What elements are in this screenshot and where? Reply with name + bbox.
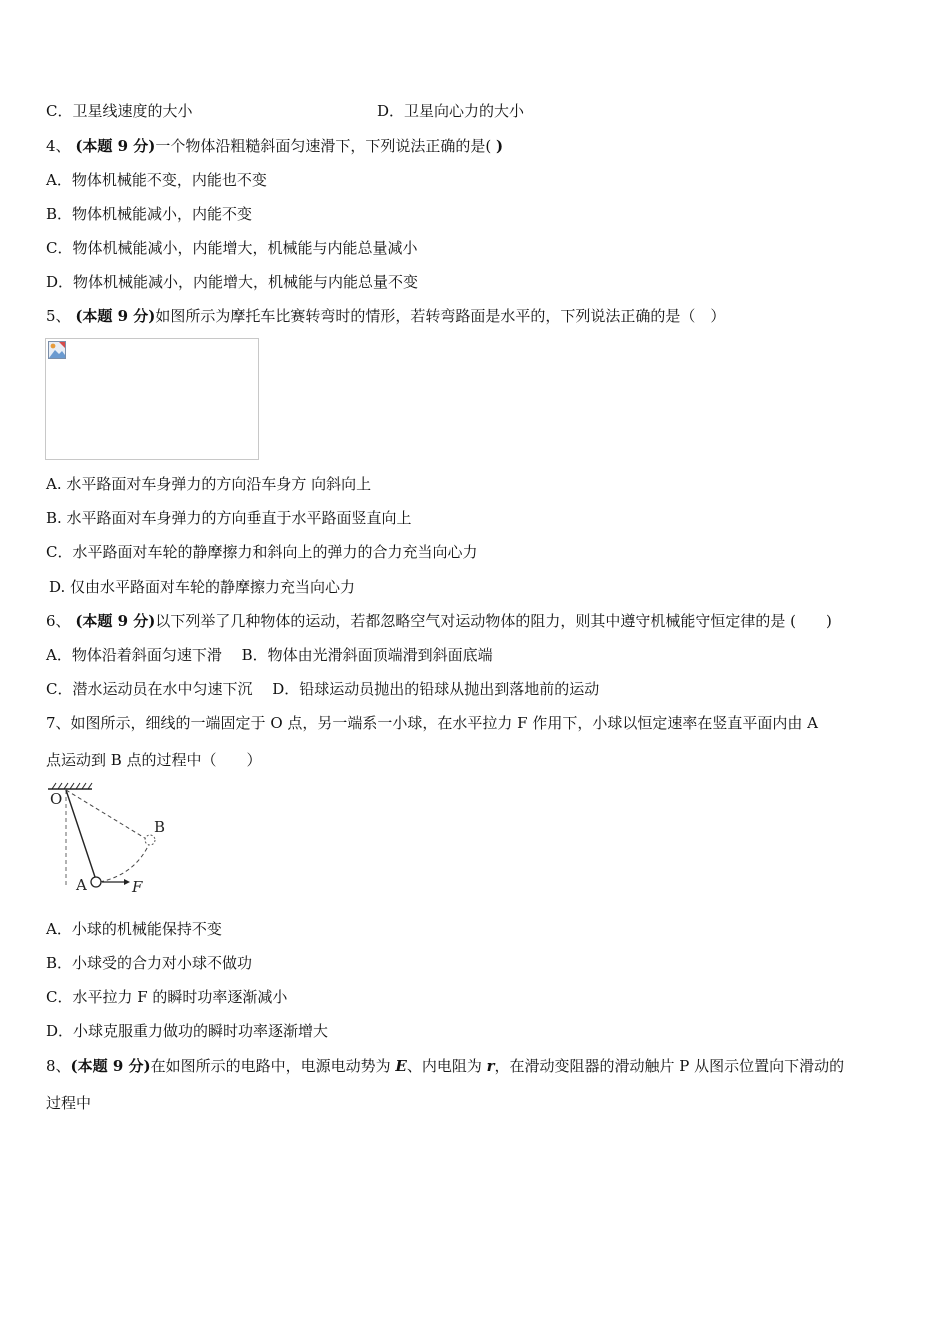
q4-option-b: B．物体机械能减小，内能不变 <box>46 205 253 223</box>
ball-b <box>145 835 155 845</box>
q4-stem <box>46 135 503 157</box>
label-f: F <box>132 878 143 896</box>
q6-score-tag: (本题 9 分) <box>75 612 156 630</box>
q5-option-d: D. 仅由水平路面对车轮的静摩擦力充当向心力 <box>49 578 356 596</box>
arc-path <box>100 842 150 882</box>
q5-option-c: C．水平路面对车轮的静摩擦力和斜向上的弹力的合力充当向心力 <box>46 543 478 561</box>
q6-number: 6、 <box>46 612 71 630</box>
q6-options-row1: A．物体沿着斜面匀速下滑 B．物体由光滑斜面顶端滑到斜面底端 <box>46 646 493 664</box>
q5-number: 5、 <box>46 307 71 325</box>
q8-stem-a: 在如图所示的电路中，电源电动势为 <box>150 1057 396 1075</box>
string-line <box>66 790 96 880</box>
ceiling-hatch <box>48 783 92 789</box>
q7-stem-line2: 点运动到 B 点的过程中（ ） <box>46 751 262 769</box>
ball-a <box>91 877 101 887</box>
q3-options-row <box>46 100 525 122</box>
q8-number: 8、 <box>46 1057 71 1075</box>
q4-score-tag: (本题 9 分) <box>75 137 156 155</box>
q5-stem-text: 如图所示为摩托车比赛转弯时的情形，若转弯路面是水平的，下列说法正确的是（ ） <box>155 307 726 325</box>
q3-option-c: C．卫星线速度的大小 <box>46 102 193 120</box>
q5-stem <box>46 305 725 327</box>
q6-stem-text: 以下列举了几种物体的运动，若都忽略空气对运动物体的阻力，则其中遵守机械能守恒定律的是 ( ) <box>155 612 832 630</box>
q4-close-paren: ) <box>496 137 504 155</box>
q7-option-a: A．小球的机械能保持不变 <box>46 920 222 938</box>
q6-stem <box>46 610 832 632</box>
q4-option-a: A．物体机械能不变，内能也不变 <box>46 171 267 189</box>
q6-options-row2: C．潜水运动员在水中匀速下沉 D．铅球运动员抛出的铅球从抛出到落地前的运动 <box>46 680 600 698</box>
q5-option-b: B. 水平路面对车身弹力的方向垂直于水平路面竖直向上 <box>46 509 412 527</box>
label-a: A <box>76 876 87 894</box>
broken-image-icon <box>48 341 66 359</box>
q4-stem-text: 一个物体沿粗糙斜面匀速滑下，下列说法正确的是( <box>155 137 492 155</box>
q4-option-c: C．物体机械能减小，内能增大，机械能与内能总量减小 <box>46 239 418 257</box>
q7-pendulum-figure <box>44 782 184 900</box>
q8-symbol-e: E <box>395 1057 407 1075</box>
force-arrow-head <box>124 879 130 885</box>
q8-stem-line2: 过程中 <box>46 1094 92 1112</box>
q7-option-b: B．小球受的合力对小球不做功 <box>46 954 253 972</box>
q4-option-d: D．物体机械能减小，内能增大，机械能与内能总量不变 <box>46 273 419 291</box>
dashed-string-b <box>66 790 148 840</box>
q4-number: 4、 <box>46 137 71 155</box>
label-o: O <box>50 790 63 808</box>
q8-stem-line1 <box>46 1055 844 1077</box>
q8-symbol-r: r <box>486 1057 495 1075</box>
q8-stem-b: 、内电阻为 <box>406 1057 487 1075</box>
q5-option-a: A. 水平路面对车身弹力的方向沿车身方 向斜向上 <box>46 475 372 493</box>
q8-score-tag: (本题 9 分) <box>70 1057 151 1075</box>
q7-option-c: C．水平拉力 F 的瞬时功率逐渐减小 <box>46 988 288 1006</box>
q3-option-d: D．卫星向心力的大小 <box>377 102 525 120</box>
q7-stem-line1: 7、如图所示，细线的一端固定于 O 点，另一端系一小球，在水平拉力 F 作用下，小球以恒定速率在竖直平面内由 A <box>46 714 818 732</box>
label-b: B <box>154 818 166 836</box>
q8-stem-c: ，在滑动变阻器的滑动触片 P 从图示位置向下滑动的 <box>494 1057 845 1075</box>
q5-score-tag: (本题 9 分) <box>75 307 156 325</box>
q7-option-d: D．小球克服重力做功的瞬时功率逐渐增大 <box>46 1022 329 1040</box>
q5-figure-placeholder <box>45 338 259 460</box>
